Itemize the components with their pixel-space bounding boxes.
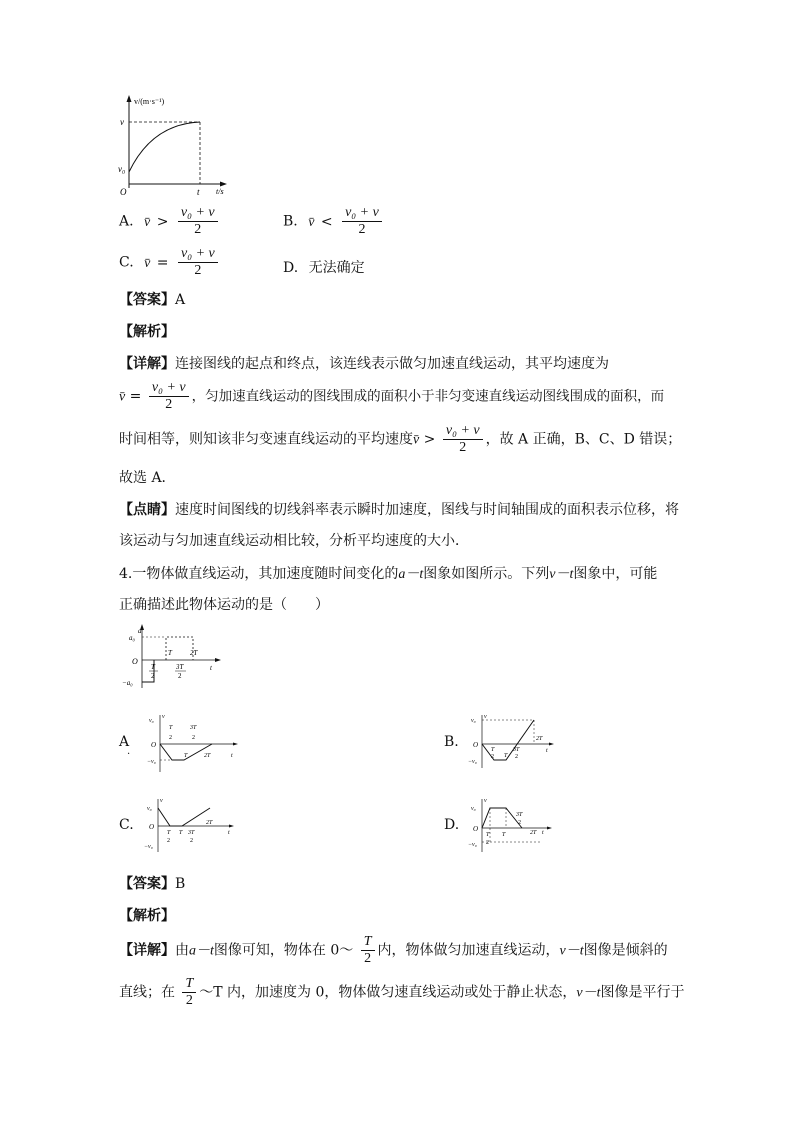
v0-tick-label: v₀ bbox=[118, 164, 126, 174]
svg-text:2T: 2T bbox=[530, 830, 537, 836]
option-b-label: B. bbox=[444, 734, 459, 750]
svg-text:T: T bbox=[168, 649, 172, 657]
y-axis-label: v/(m·s⁻¹) bbox=[134, 97, 165, 106]
svg-text:3T: 3T bbox=[190, 725, 197, 731]
q4-stem-line-2: 正确描述此物体运动的是（ ） bbox=[119, 597, 329, 613]
option-a-vt-graph bbox=[144, 712, 239, 774]
comment-line-1: 【点睛】速度时间图线的切线斜率表示瞬时加速度，图线与时间轴围成的面积表示位移，将 bbox=[119, 502, 679, 518]
q4-answer-line: 【答案】B bbox=[119, 876, 186, 892]
q4-detail-line-1: 【详解】由a－t图像可知，物体在 0～ $\frac{T}{2}$ 内，物体做匀加速直线运动，v－t图像是倾斜的 bbox=[119, 934, 668, 966]
svg-text:T: T bbox=[486, 832, 490, 838]
svg-text:O: O bbox=[473, 741, 479, 749]
svg-text:T: T bbox=[502, 832, 506, 838]
svg-text:−v₀: −v₀ bbox=[144, 844, 153, 850]
svg-text:v: v bbox=[162, 714, 165, 720]
q4-analysis-label: 【解析】 bbox=[119, 908, 175, 924]
fraction: $\frac{\text{v₀ + v}}{2}$ bbox=[178, 205, 218, 238]
svg-text:t: t bbox=[546, 748, 548, 754]
svg-text:v: v bbox=[484, 714, 487, 720]
svg-text:2: 2 bbox=[151, 672, 155, 680]
svg-text:2T: 2T bbox=[206, 820, 213, 826]
vt-line bbox=[158, 808, 210, 826]
svg-text:t: t bbox=[210, 664, 212, 672]
svg-text:T: T bbox=[184, 753, 188, 759]
at-graph-figure bbox=[118, 622, 223, 690]
svg-text:2: 2 bbox=[190, 838, 193, 844]
v-tick-label: v bbox=[120, 117, 124, 127]
svg-text:O: O bbox=[151, 741, 157, 749]
answer-line: 【答案】A bbox=[119, 292, 186, 308]
option-a-label: A bbox=[119, 734, 130, 750]
y-axis-arrow bbox=[127, 95, 132, 102]
fraction: $\frac{\text{v₀ + v}}{2}$ bbox=[342, 205, 382, 238]
vt-line bbox=[482, 720, 534, 760]
svg-text:a: a bbox=[138, 627, 142, 635]
svg-text:2: 2 bbox=[178, 672, 182, 680]
svg-text:v: v bbox=[484, 798, 487, 804]
svg-text:2: 2 bbox=[167, 838, 170, 844]
svg-text:−v₀: −v₀ bbox=[147, 759, 156, 765]
svg-text:2T: 2T bbox=[204, 753, 211, 759]
svg-text:−v₀: −v₀ bbox=[468, 759, 477, 765]
q4-stem-line-1: 4.一物体做直线运动，其加速度随时间变化的a－t图象如图所示。下列v－t图象中，可能 bbox=[119, 566, 658, 582]
x-axis-arrow bbox=[220, 182, 227, 187]
svg-text:3T: 3T bbox=[516, 812, 523, 818]
velocity-curve bbox=[129, 122, 200, 172]
svg-text:3T: 3T bbox=[176, 663, 184, 671]
vt-curve-figure bbox=[112, 92, 232, 200]
svg-text:v₀: v₀ bbox=[471, 718, 476, 724]
detail-line-2: v̄ = $\frac{\text{v₀ + v}}{2}$ ，匀加速直线运动的图线围成的面积小于非匀变速直线运动图线围成的面积，而 bbox=[119, 380, 665, 412]
option-d-label: D. bbox=[444, 817, 460, 833]
origin-label: O bbox=[120, 187, 127, 197]
option-a-dot: . bbox=[127, 746, 131, 757]
svg-text:T: T bbox=[491, 747, 495, 753]
svg-text:2: 2 bbox=[486, 840, 489, 846]
svg-text:2: 2 bbox=[515, 754, 518, 760]
analysis-label: 【解析】 bbox=[119, 324, 175, 340]
svg-text:T: T bbox=[167, 830, 171, 836]
svg-text:a₀: a₀ bbox=[129, 634, 135, 642]
svg-text:t: t bbox=[231, 753, 233, 759]
svg-text:3T: 3T bbox=[513, 747, 520, 753]
svg-text:2: 2 bbox=[518, 820, 521, 826]
svg-text:2T: 2T bbox=[190, 649, 198, 657]
detail-line-3: 时间相等，则知该非匀变速直线运动的平均速度v̄ > $\frac{\text{v₀ + v}}{2}$ ，故 A 正确，B、C、D 错误； bbox=[119, 423, 682, 455]
svg-text:v₀: v₀ bbox=[149, 718, 154, 724]
svg-text:2: 2 bbox=[491, 754, 494, 760]
svg-text:t: t bbox=[542, 830, 544, 836]
svg-text:T: T bbox=[504, 753, 508, 759]
fraction: $\frac{\text{v₀ + v}}{2}$ bbox=[178, 246, 218, 279]
q4-detail-line-2: 直线；在 $\frac{T}{2}$ ～T 内，加速度为 0，物体做匀速直线运动或处于静止状态，v－t图像是平行于 bbox=[119, 976, 685, 1008]
svg-text:2T: 2T bbox=[536, 736, 543, 742]
t-tick-label: t bbox=[197, 187, 200, 197]
svg-text:O: O bbox=[149, 823, 155, 831]
option-b: B. v̄ < $\frac{\text{v₀ + v}}{2}$ bbox=[283, 205, 385, 238]
option-c-label: C. bbox=[119, 817, 134, 833]
svg-text:2: 2 bbox=[169, 735, 172, 741]
svg-text:v₀: v₀ bbox=[147, 806, 152, 812]
vt-line bbox=[482, 808, 522, 828]
option-d-vt-graph bbox=[466, 796, 556, 854]
svg-text:O: O bbox=[473, 825, 479, 833]
svg-text:v: v bbox=[160, 798, 163, 804]
svg-text:−v₀: −v₀ bbox=[468, 842, 477, 848]
option-d: D. 无法确定 bbox=[283, 260, 365, 276]
x-axis-label: t/s bbox=[216, 187, 224, 196]
svg-text:t: t bbox=[228, 830, 230, 836]
svg-text:O: O bbox=[132, 657, 138, 666]
svg-text:−a₀: −a₀ bbox=[122, 679, 133, 687]
svg-text:T: T bbox=[151, 663, 155, 671]
comment-line-2: 该运动与匀加速直线运动相比较，分析平均速度的大小． bbox=[119, 533, 469, 549]
svg-text:3T: 3T bbox=[188, 830, 195, 836]
svg-text:2: 2 bbox=[192, 735, 195, 741]
option-c: C. v̄ = $\frac{\text{v₀ + v}}{2}$ bbox=[119, 246, 221, 279]
option-b-vt-graph bbox=[466, 712, 556, 770]
svg-text:T: T bbox=[179, 830, 183, 836]
option-c-vt-graph bbox=[142, 796, 237, 854]
detail-line-4: 故选 A． bbox=[119, 470, 176, 486]
detail-line-1: 【详解】连接图线的起点和终点，该连线表示做匀加速直线运动，其平均速度为 bbox=[119, 356, 609, 372]
option-a: A. v̄ > $\frac{\text{v₀ + v}}{2}$ bbox=[119, 205, 221, 238]
svg-text:T: T bbox=[169, 725, 173, 731]
svg-text:v₀: v₀ bbox=[471, 806, 476, 812]
